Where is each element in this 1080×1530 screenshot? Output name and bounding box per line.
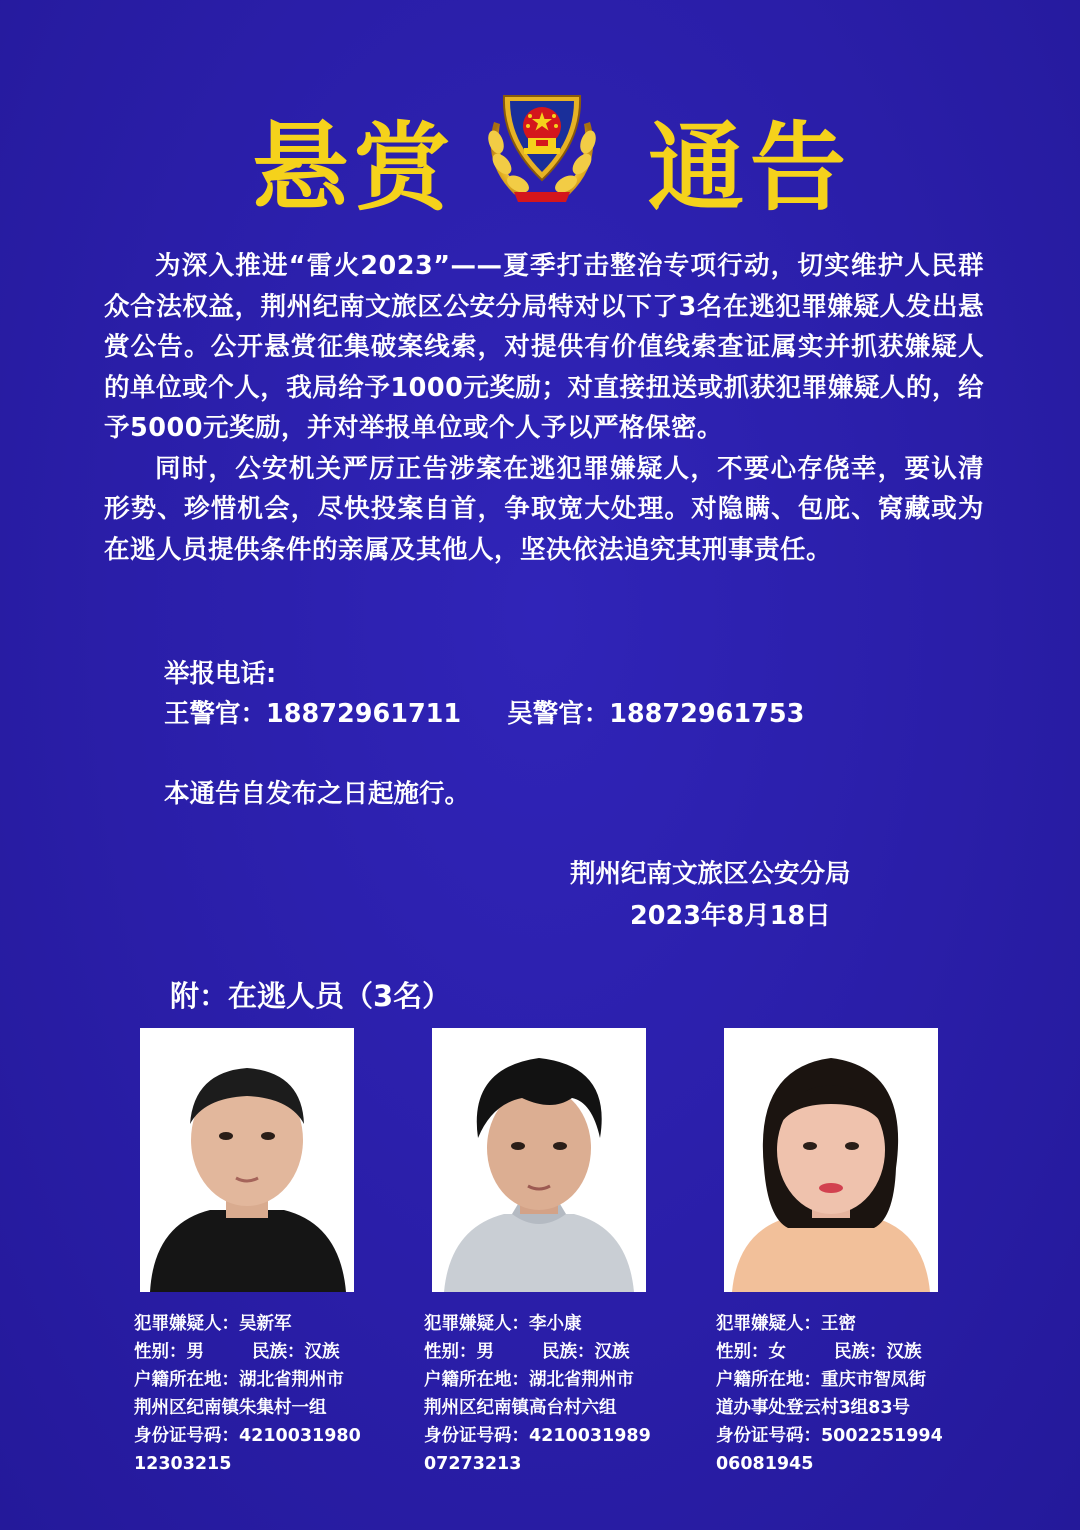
suspect-gender: 性别：女	[716, 1342, 786, 1362]
police-emblem-icon	[474, 82, 610, 210]
portrait-male-icon	[432, 1028, 646, 1292]
suspect-name: 犯罪嫌疑人：吴新军	[134, 1314, 292, 1334]
suspect-id: 身份证号码：5002251994	[716, 1426, 943, 1446]
suspect-id-cont: 07273213	[424, 1454, 522, 1474]
suspect-address: 户籍所在地：湖北省荆州市	[424, 1370, 634, 1390]
suspect-info	[716, 1310, 1024, 1478]
suspect-address-cont: 荆州区纪南镇高台村六组	[424, 1398, 617, 1418]
suspect-gender-ethnic	[716, 1338, 1024, 1366]
suspect-address-cont: 荆州区纪南镇朱集村一组	[134, 1398, 327, 1418]
officer-wang-phone: 王警官：18872961711	[164, 699, 462, 729]
suspect-photo	[724, 1028, 938, 1292]
title-right: 通告	[648, 112, 852, 224]
signature-date: 2023年8月18日	[630, 901, 831, 931]
notice-body	[104, 246, 984, 570]
suspect-address-cont: 道办事处登云村3组83号	[716, 1398, 911, 1418]
suspect-photo	[140, 1028, 354, 1292]
paragraph-reward: 为深入推进“雷火2023”——夏季打击整治专项行动，切实维护人民群众合法权益，荆州纪南文旅区公安分局特对以下了3名在逃犯罪嫌疑人发出悬赏公告。公开悬赏征集破案线索，对提供有价值线索查证属实并抓获嫌疑人的单位或个人，我局给予1000元奖励；对直接扭送或抓获犯罪嫌疑人的，给予5000元奖励，并对举报单位或个人予以严格保密。	[104, 251, 984, 443]
suspect-name: 犯罪嫌疑人：李小康	[424, 1314, 582, 1334]
effective-statement: 本通告自发布之日起施行。	[164, 779, 471, 809]
suspect-id-cont: 12303215	[134, 1454, 232, 1474]
portrait-male-icon	[140, 1028, 354, 1292]
signature-org: 荆州纪南文旅区公安分局	[570, 859, 851, 889]
suspect-gender-ethnic	[424, 1338, 732, 1366]
suspect-id: 身份证号码：4210031989	[424, 1426, 651, 1446]
suspect-info	[424, 1310, 732, 1478]
suspect-gender: 性别：男	[134, 1342, 204, 1362]
suspect-ethnic: 民族：汉族	[252, 1342, 340, 1362]
suspect-id: 身份证号码：4210031980	[134, 1426, 361, 1446]
title-row	[0, 82, 1080, 224]
suspect-card	[134, 1028, 440, 1478]
suspect-id-cont: 06081945	[716, 1454, 814, 1474]
suspect-address: 户籍所在地：重庆市智凤街	[716, 1370, 926, 1390]
contact-phones	[164, 694, 804, 730]
suspect-photo	[432, 1028, 646, 1292]
suspect-ethnic: 民族：汉族	[542, 1342, 630, 1362]
portrait-female-icon	[724, 1028, 938, 1292]
contact-label: 举报电话:	[164, 659, 277, 689]
officer-wu-phone: 吴警官：18872961753	[507, 699, 805, 729]
suspect-gender: 性别：男	[424, 1342, 494, 1362]
suspect-address: 户籍所在地：湖北省荆州市	[134, 1370, 344, 1390]
title-left: 悬赏	[252, 112, 456, 224]
suspect-ethnic: 民族：汉族	[834, 1342, 922, 1362]
suspect-card	[716, 1028, 1024, 1478]
suspect-card	[424, 1028, 732, 1478]
suspect-info	[134, 1310, 440, 1478]
appendix-heading: 附：在逃人员（3名）	[170, 979, 452, 1013]
suspect-name: 犯罪嫌疑人：王密	[716, 1314, 856, 1334]
paragraph-warning: 同时，公安机关严厉正告涉案在逃犯罪嫌疑人，不要心存侥幸，要认清形势、珍惜机会，尽快投案自首，争取宽大处理。对隐瞒、包庇、窝藏或为在逃人员提供条件的亲属及其他人，坚决依法追究其刑事责任。	[104, 453, 984, 565]
suspect-gender-ethnic	[134, 1338, 440, 1366]
